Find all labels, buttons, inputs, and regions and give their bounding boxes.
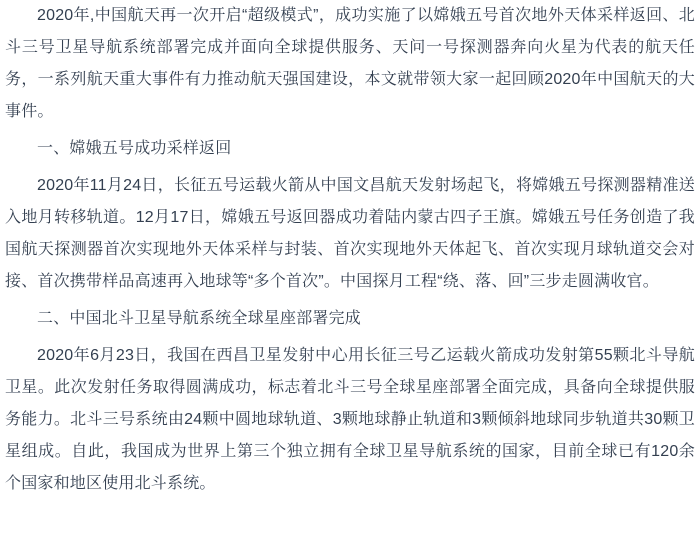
section-1-paragraph: 2020年11月24日，长征五号运载火箭从中国文昌航天发射场起飞，将嫦娥五号探测器精准送入地月转移轨道。12月17日，嫦娥五号返回器成功着陆内蒙古四子王旗。嫦娥五号任务创造了我国航天探测器首次实现地外天体采样与封装、首次实现地外天体起飞、首次实现月球轨道交会对接、首次携带样品高速再入地球等“多个首次”。中国探月工程“绕、落、回”三步走圆满收官。	[5, 177, 695, 290]
intro-paragraph: 2020年,中国航天再一次开启“超级模式”，成功实施了以嫦娥五号首次地外天体采样返回、北斗三号卫星导航系统部署完成并面向全球提供服务、天问一号探测器奔向火星为代表的航天任务，一系列航天重大事件有力推动航天强国建设，本文就带领大家一起回顾2020年中国航天的大事件。	[5, 7, 695, 120]
section-1-heading: 一、嫦娥五号成功采样返回	[37, 140, 232, 157]
section-2-heading: 二、中国北斗卫星导航系统全球星座部署完成	[37, 310, 362, 327]
section-2-paragraph: 2020年6月23日，我国在西昌卫星发射中心用长征三号乙运载火箭成功发射第55颗北斗导航卫星。此次发射任务取得圆满成功，标志着北斗三号全球星座部署全面完成，具备向全球提供服务能力。北斗三号系统由24颗中圆地球轨道、3颗地球静止轨道和3颗倾斜地球同步轨道共30颗卫星组成。自此，我国成为世界上第三个独立拥有全球卫星导航系统的国家，目前全球已有120余个国家和地区使用北斗系统。	[5, 347, 695, 492]
